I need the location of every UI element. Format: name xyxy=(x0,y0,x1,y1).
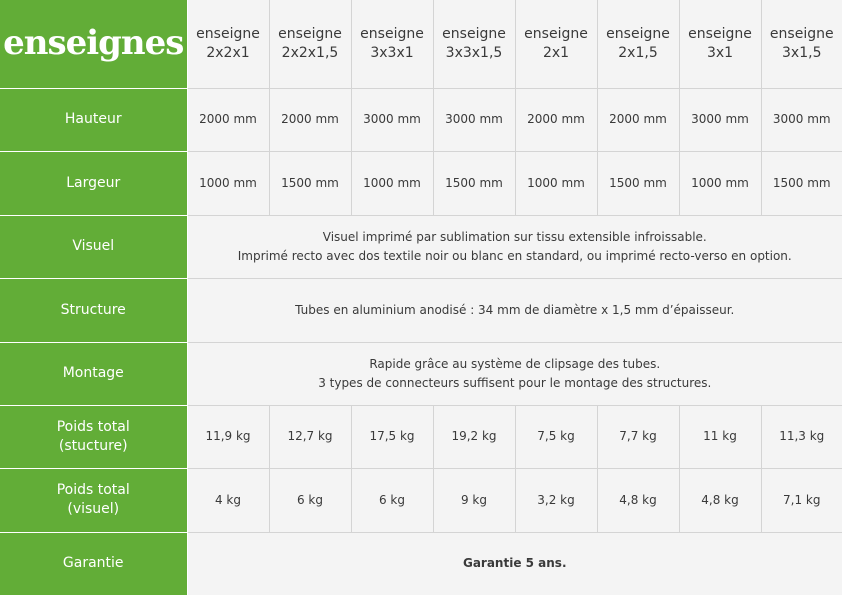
table-cell: 7,1 kg xyxy=(761,468,842,532)
column-header-size: 3x3x1,5 xyxy=(445,44,503,61)
table-cell: 1000 mm xyxy=(679,151,761,215)
row-label-line: Poids total xyxy=(56,418,130,435)
table-cell: 3000 mm xyxy=(433,88,515,151)
table-cell: 1000 mm xyxy=(187,151,269,215)
column-header-size: 3x1 xyxy=(706,44,734,61)
row-structure xyxy=(0,278,842,342)
column-header-size: 2x2x1 xyxy=(206,44,250,61)
table-cell: 3000 mm xyxy=(761,88,842,151)
table-cell: 2000 mm xyxy=(515,88,597,151)
spanning-cell: Garantie 5 ans. xyxy=(187,532,842,595)
row-label xyxy=(0,468,187,532)
spanning-cell xyxy=(187,215,842,278)
row-label: Largeur xyxy=(0,151,187,215)
column-header xyxy=(433,0,515,88)
table-cell: 4,8 kg xyxy=(679,468,761,532)
table-cell: 11,9 kg xyxy=(187,405,269,468)
column-header-size: 2x1 xyxy=(542,44,570,61)
table-cell: 3000 mm xyxy=(351,88,433,151)
row-label: Structure xyxy=(0,278,187,342)
header-row xyxy=(0,0,842,88)
table-cell: 2000 mm xyxy=(269,88,351,151)
row-visuel xyxy=(0,215,842,278)
cell-line: 3 types de connecteurs suffisent pour le montage des structures. xyxy=(318,375,712,390)
row-hauteur xyxy=(0,88,842,151)
column-header xyxy=(351,0,433,88)
table-cell: 1500 mm xyxy=(269,151,351,215)
column-header-size: 3x1,5 xyxy=(782,44,822,61)
column-header xyxy=(761,0,842,88)
row-poids-visuel xyxy=(0,468,842,532)
table-cell: 4,8 kg xyxy=(597,468,679,532)
row-label: Montage xyxy=(0,342,187,405)
table-cell: 2000 mm xyxy=(187,88,269,151)
brand-title: enseignes xyxy=(0,0,187,88)
table-cell: 1500 mm xyxy=(433,151,515,215)
cell-line: Imprimé recto avec dos textile noir ou blanc en standard, ou imprimé recto-verso en option. xyxy=(237,248,792,263)
row-garantie xyxy=(0,532,842,595)
column-header-line: enseigne xyxy=(769,25,834,42)
table-cell: 1500 mm xyxy=(597,151,679,215)
column-header-line: enseigne xyxy=(688,25,752,42)
column-header-line: enseigne xyxy=(524,25,588,42)
spanning-cell xyxy=(187,342,842,405)
column-header-line: enseigne xyxy=(442,25,506,42)
column-header-size: 2x2x1,5 xyxy=(281,44,339,61)
row-label: Garantie xyxy=(0,532,187,595)
column-header-line: enseigne xyxy=(278,25,342,42)
table-cell: 11 kg xyxy=(679,405,761,468)
table-cell: 1500 mm xyxy=(761,151,842,215)
table-cell: 12,7 kg xyxy=(269,405,351,468)
cell-line: Rapide grâce au système de clipsage des tubes. xyxy=(369,356,661,371)
row-label xyxy=(0,405,187,468)
table-cell: 1000 mm xyxy=(351,151,433,215)
row-label-line: (stucture) xyxy=(58,437,128,454)
row-label-line: (visuel) xyxy=(67,501,120,517)
row-largeur xyxy=(0,151,842,215)
row-label: Hauteur xyxy=(0,88,187,151)
column-header-line: enseigne xyxy=(606,25,670,42)
column-header-line: enseigne xyxy=(196,25,260,42)
column-header xyxy=(597,0,679,88)
row-label-line: Poids total xyxy=(56,482,130,498)
table-cell: 17,5 kg xyxy=(351,405,433,468)
table-cell: 1000 mm xyxy=(515,151,597,215)
spanning-cell: Tubes en aluminium anodisé : 34 mm de diamètre x 1,5 mm d’épaisseur. xyxy=(187,278,842,342)
column-header xyxy=(679,0,761,88)
table-cell: 4 kg xyxy=(187,468,269,532)
column-header-line: enseigne xyxy=(360,25,424,42)
table-cell: 7,7 kg xyxy=(597,405,679,468)
row-montage xyxy=(0,342,842,405)
row-label: Visuel xyxy=(0,215,187,278)
table-cell: 2000 mm xyxy=(597,88,679,151)
column-header xyxy=(515,0,597,88)
column-header-size: 2x1,5 xyxy=(618,44,658,61)
table-cell: 3,2 kg xyxy=(515,468,597,532)
row-poids-structure xyxy=(0,405,842,468)
table-cell: 7,5 kg xyxy=(515,405,597,468)
table-cell: 6 kg xyxy=(351,468,433,532)
column-header xyxy=(187,0,269,88)
table-cell: 6 kg xyxy=(269,468,351,532)
table-cell: 11,3 kg xyxy=(761,405,842,468)
table-cell: 19,2 kg xyxy=(433,405,515,468)
table-cell: 9 kg xyxy=(433,468,515,532)
column-header xyxy=(269,0,351,88)
cell-line: Visuel imprimé par sublimation sur tissu extensible infroissable. xyxy=(322,229,707,244)
column-header-size: 3x3x1 xyxy=(370,44,414,61)
table-cell: 3000 mm xyxy=(679,88,761,151)
